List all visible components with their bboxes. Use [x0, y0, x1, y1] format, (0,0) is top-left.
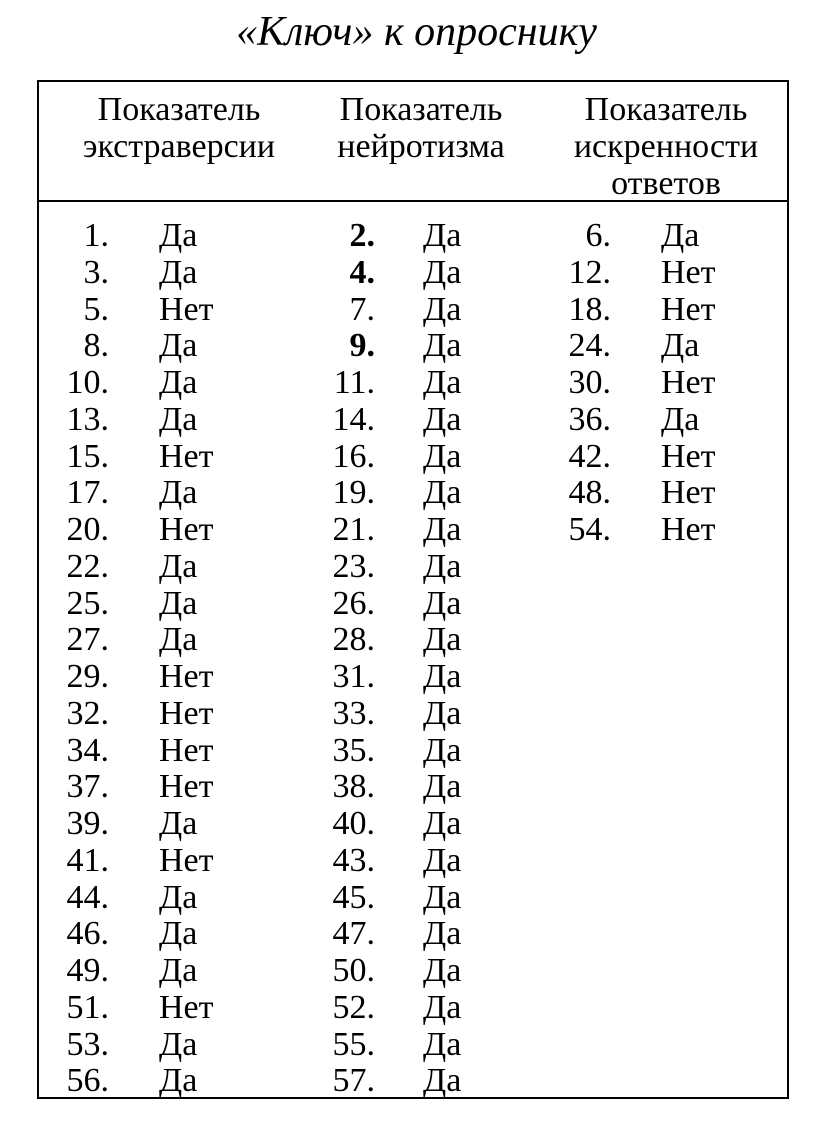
key-entry [539, 365, 789, 402]
key-entry [299, 806, 559, 843]
answer-key: Да [423, 1062, 462, 1100]
question-number: 48. [568, 474, 611, 512]
key-entry [299, 659, 559, 696]
key-entry [299, 733, 559, 770]
key-entry [299, 255, 559, 292]
question-number: 57. [332, 1062, 375, 1100]
question-number: 5. [83, 290, 109, 328]
answer-key: Да [159, 474, 198, 512]
header-sincerity: Показатель искренности ответов [573, 91, 759, 202]
key-entry [39, 1063, 299, 1100]
answer-key: Нет [661, 511, 716, 548]
question-number: 40. [332, 805, 375, 842]
key-entry [39, 292, 299, 329]
question-number: 52. [332, 988, 375, 1026]
table-header-row [39, 82, 787, 202]
question-number: 4. [349, 253, 375, 291]
answer-key: Да [159, 1025, 198, 1063]
key-entry [539, 328, 789, 365]
question-number: 25. [66, 584, 109, 622]
key-entry [539, 255, 789, 292]
question-number: 8. [83, 327, 109, 365]
question-number: 53. [66, 1025, 109, 1063]
question-number: 24. [568, 327, 611, 365]
question-number: 6. [585, 217, 611, 254]
key-entry [299, 953, 559, 990]
answer-key: Нет [159, 841, 214, 879]
answer-key: Да [423, 915, 462, 953]
key-entry [299, 990, 559, 1027]
answer-key: Да [423, 253, 462, 291]
question-number: 17. [66, 474, 109, 512]
answer-key: Да [423, 584, 462, 622]
key-entry [39, 402, 299, 439]
key-entry [39, 255, 299, 292]
key-entry [39, 696, 299, 733]
answer-key: Да [159, 364, 198, 401]
key-entry [39, 953, 299, 990]
question-number: 23. [332, 547, 375, 585]
key-entry [299, 916, 559, 953]
answer-key: Да [423, 547, 462, 585]
answer-key: Да [423, 364, 462, 401]
key-entry [539, 292, 789, 329]
key-entry [299, 696, 559, 733]
question-number: 54. [568, 511, 611, 548]
answer-key: Да [423, 1025, 462, 1063]
answer-key: Нет [159, 768, 214, 806]
question-number: 33. [332, 694, 375, 732]
key-entry [299, 586, 559, 623]
answer-key: Да [423, 474, 462, 512]
question-number: 34. [66, 731, 109, 769]
question-number: 45. [332, 878, 375, 916]
column-neuroticism [299, 218, 559, 1100]
answer-key: Да [423, 768, 462, 806]
answer-key: Да [423, 290, 462, 328]
answer-key: Нет [661, 364, 716, 401]
question-number: 49. [66, 952, 109, 989]
question-number: 14. [332, 400, 375, 438]
key-table [37, 80, 789, 1099]
answer-key: Да [661, 217, 700, 254]
key-entry [39, 218, 299, 255]
answer-key: Да [159, 952, 198, 989]
question-number: 38. [332, 768, 375, 806]
answer-key: Да [423, 217, 462, 254]
question-number: 27. [66, 621, 109, 659]
answer-key: Да [423, 988, 462, 1026]
answer-key: Нет [159, 988, 214, 1026]
answer-key: Нет [159, 658, 214, 695]
answer-key: Да [159, 217, 198, 254]
question-number: 15. [66, 437, 109, 475]
question-number: 16. [332, 437, 375, 475]
question-number: 2. [349, 217, 375, 254]
question-number: 18. [568, 290, 611, 328]
question-number: 37. [66, 768, 109, 806]
answer-key: Нет [159, 694, 214, 732]
question-number: 20. [66, 511, 109, 548]
question-number: 43. [332, 841, 375, 879]
answer-key: Да [423, 952, 462, 989]
question-number: 42. [568, 437, 611, 475]
question-number: 44. [66, 878, 109, 916]
key-entry [39, 439, 299, 476]
answer-key: Да [159, 1062, 198, 1100]
key-entry [539, 512, 789, 549]
key-entry [299, 622, 559, 659]
answer-key: Нет [661, 253, 716, 291]
question-number: 29. [66, 658, 109, 695]
answer-key: Да [423, 694, 462, 732]
answer-key: Да [159, 915, 198, 953]
answer-key: Да [159, 621, 198, 659]
answer-key: Нет [159, 290, 214, 328]
question-number: 35. [332, 731, 375, 769]
question-number: 41. [66, 841, 109, 879]
key-entry [39, 622, 299, 659]
key-entry [39, 843, 299, 880]
key-entry [299, 475, 559, 512]
key-entry [299, 843, 559, 880]
key-entry [299, 1027, 559, 1064]
answer-key: Да [423, 878, 462, 916]
question-number: 32. [66, 694, 109, 732]
answer-key: Да [423, 437, 462, 475]
answer-key: Нет [159, 731, 214, 769]
key-entry [299, 365, 559, 402]
key-entry [299, 880, 559, 917]
answer-key: Да [423, 327, 462, 365]
question-number: 46. [66, 915, 109, 953]
question-number: 30. [568, 364, 611, 401]
question-number: 10. [66, 364, 109, 401]
answer-key: Да [423, 731, 462, 769]
answer-key: Нет [661, 474, 716, 512]
column-sincerity [539, 218, 789, 549]
question-number: 36. [568, 400, 611, 438]
answer-key: Да [423, 621, 462, 659]
question-number: 3. [83, 253, 109, 291]
header-neuroticism: Показатель нейротизма [337, 91, 505, 165]
answer-key: Да [159, 878, 198, 916]
question-number: 26. [332, 584, 375, 622]
key-entry [299, 218, 559, 255]
answer-key: Да [423, 841, 462, 879]
key-entry [39, 1027, 299, 1064]
answer-key: Да [159, 805, 198, 842]
answer-key: Да [159, 327, 198, 365]
key-entry [39, 512, 299, 549]
page-title: «Ключ» к опроснику [236, 9, 597, 55]
key-entry [39, 880, 299, 917]
question-number: 31. [332, 658, 375, 695]
key-entry [539, 218, 789, 255]
key-entry [539, 402, 789, 439]
answer-key: Нет [159, 511, 214, 548]
key-entry [299, 512, 559, 549]
question-number: 39. [66, 805, 109, 842]
answer-key: Нет [661, 437, 716, 475]
key-entry [39, 328, 299, 365]
header-extraversion: Показатель экстраверсии [82, 91, 276, 165]
question-number: 50. [332, 952, 375, 989]
answer-key: Да [661, 327, 700, 365]
question-number: 11. [333, 364, 375, 401]
question-number: 56. [66, 1062, 109, 1100]
key-entry [39, 475, 299, 512]
answer-key: Да [159, 253, 198, 291]
question-number: 22. [66, 547, 109, 585]
question-number: 21. [332, 511, 375, 548]
key-entry [299, 402, 559, 439]
answer-key: Да [423, 511, 462, 548]
answer-key: Нет [661, 290, 716, 328]
key-entry [39, 990, 299, 1027]
key-entry [39, 916, 299, 953]
answer-key: Да [159, 584, 198, 622]
answer-key: Да [159, 400, 198, 438]
answer-key: Нет [159, 437, 214, 475]
key-entry [299, 1063, 559, 1100]
column-extraversion [39, 218, 299, 1100]
answer-key: Да [423, 400, 462, 438]
key-entry [299, 439, 559, 476]
question-number: 12. [568, 253, 611, 291]
key-entry [299, 292, 559, 329]
key-entry [539, 439, 789, 476]
question-number: 9. [349, 327, 375, 365]
key-entry [39, 659, 299, 696]
key-entry [299, 549, 559, 586]
question-number: 13. [66, 400, 109, 438]
key-entry [39, 549, 299, 586]
answer-key: Да [423, 805, 462, 842]
question-number: 51. [66, 988, 109, 1026]
answer-key: Да [159, 547, 198, 585]
key-entry [299, 328, 559, 365]
key-entry [39, 769, 299, 806]
question-number: 19. [332, 474, 375, 512]
key-entry [299, 769, 559, 806]
key-entry [39, 806, 299, 843]
answer-key: Да [661, 400, 700, 438]
key-entry [39, 586, 299, 623]
key-entry [539, 475, 789, 512]
answer-key: Да [423, 658, 462, 695]
key-entry [39, 733, 299, 770]
question-number: 1. [83, 217, 109, 254]
question-number: 55. [332, 1025, 375, 1063]
question-number: 47. [332, 915, 375, 953]
question-number: 7. [349, 290, 375, 328]
question-number: 28. [332, 621, 375, 659]
key-entry [39, 365, 299, 402]
